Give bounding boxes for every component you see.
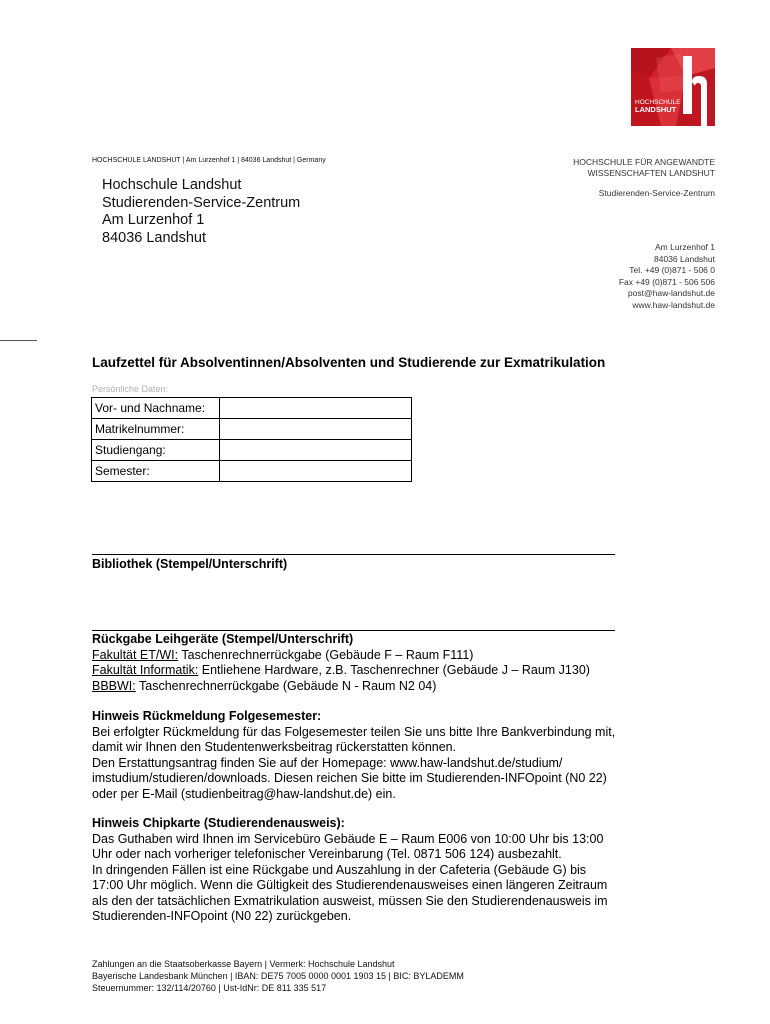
study-program-field[interactable] <box>220 440 412 461</box>
hint-card-line: Das Guthaben wird Ihnen im Servicebüro Gebäude E – Raum E006 von 10:00 Uhr bis 13:00 <box>92 831 604 846</box>
name-label: Vor- und Nachname: <box>92 398 220 419</box>
recipient-address <box>102 177 300 247</box>
footer-tax: Steuernummer: 132/114/20760 | Ust-IdNr: DE 811 335 517 <box>92 983 327 993</box>
device-item-text: Entliehene Hardware, z.B. Taschenrechner (Gebäude J – Raum J130) <box>198 663 590 677</box>
devices-signature-line[interactable] <box>92 630 615 631</box>
hint-semester-line: Bei erfolgter Rückmeldung für das Folgesemester teilen Sie uns bitte Ihre Bankverbindung mit, <box>92 724 616 739</box>
name-field[interactable] <box>220 398 412 419</box>
table-row <box>92 440 412 461</box>
document-title: Laufzettel für Absolventinnen/Absolventen und Studierende zur Exmatrikulation <box>92 355 606 370</box>
hint-semester-title: Hinweis Rückmeldung Folgesemester: <box>92 709 322 723</box>
hint-semester-line: oder per E-Mail (studienbeitrag@haw-landshut.de) ein. <box>92 786 396 801</box>
device-item-text: Taschenrechnerrückgabe (Gebäude N - Raum N2 04) <box>135 678 437 693</box>
recipient-line: Studierenden-Service-Zentrum <box>102 194 301 211</box>
department-name: Studierenden-Service-Zentrum <box>598 188 715 198</box>
hochschule-landshut-logo <box>631 48 715 126</box>
sender-line: HOCHSCHULE LANDSHUT | Am Lurzenhof 1 | 84036 Landshut | Germany <box>92 157 326 164</box>
device-item <box>92 648 590 664</box>
hint-semester-line: imstudium/studieren/downloads. Diesen reichen Sie bitte im Studierenden-INFOpoint (N0 22) <box>92 771 607 785</box>
hint-semester-line: Den Erstattungsantrag finden Sie auf der Homepage: www.haw-landshut.de/studium/ <box>92 755 563 770</box>
fold-mark <box>0 340 37 341</box>
hint-card-block <box>92 816 608 925</box>
logo-text-landshut: LANDSHUT <box>635 105 677 114</box>
matriculation-number-label: Matrikelnummer: <box>92 419 220 440</box>
contact-email[interactable]: post@haw-landshut.de <box>627 288 715 298</box>
contact-street: Am Lurzenhof 1 <box>654 242 715 252</box>
device-item <box>92 679 590 695</box>
library-signature-title: Bibliothek (Stempel/Unterschrift) <box>92 557 288 571</box>
semester-field[interactable] <box>220 461 412 482</box>
recipient-line: Am Lurzenhof 1 <box>102 212 205 228</box>
recipient-line: Hochschule Landshut <box>102 177 242 193</box>
hint-card-title: Hinweis Chipkarte (Studierendenausweis): <box>92 816 345 830</box>
device-item <box>92 663 590 679</box>
table-row <box>92 398 412 419</box>
personal-data-table <box>91 397 412 482</box>
contact-website[interactable]: www.haw-landshut.de <box>632 299 715 310</box>
matriculation-number-field[interactable] <box>220 419 412 440</box>
hint-card-line: als den der tatsächlichen Exmatrikulation ausweist, müssen Sie den Studierendenausweis im <box>92 893 608 908</box>
device-item-key: BBBWI: <box>92 678 136 693</box>
footer-bank: Bayerische Landesbank München | IBAN: DE75 7005 0000 0001 1903 15 | BIC: BYLADEMM <box>92 971 464 981</box>
study-program-label: Studiengang: <box>92 440 220 461</box>
recipient-line: 84036 Landshut <box>102 229 207 246</box>
table-row <box>92 461 412 482</box>
logo-text-hochschule: HOCHSCHULE <box>635 99 681 106</box>
hint-card-line: Uhr oder nach vorheriger telefonischer Vereinbarung (Tel. 0871 506 124) ausbezahlt. <box>92 847 562 861</box>
contact-city: 84036 Landshut <box>654 253 715 264</box>
institution-line: WISSENSCHAFTEN LANDSHUT <box>587 168 715 178</box>
hint-card-line: In dringenden Fällen ist eine Rückgabe und Auszahlung in der Cafeteria (Gebäude G) bis <box>92 862 587 877</box>
library-signature-line[interactable] <box>92 554 615 555</box>
hint-card-line: Studierenden-INFOpoint (N0 22) zurückgeben. <box>92 909 352 923</box>
device-item-key: Fakultät Informatik: <box>92 663 199 677</box>
devices-title: Rückgabe Leihgeräte (Stempel/Unterschrift) <box>92 632 354 646</box>
table-row <box>92 419 412 440</box>
hint-card-line: 17:00 Uhr möglich. Wenn die Gültigkeit des Studierendenausweises einen längeren Zeitraum <box>92 878 608 892</box>
semester-label: Semester: <box>92 461 220 482</box>
contact-block <box>619 242 715 311</box>
footer-payment: Zahlungen an die Staatsoberkasse Bayern | Vermerk: Hochschule Landshut <box>92 959 395 969</box>
institution-line: HOCHSCHULE FÜR ANGEWANDTE <box>573 157 715 167</box>
contact-fax: Fax +49 (0)871 - 506 506 <box>618 276 715 287</box>
personal-data-label: Persönliche Daten: <box>92 384 169 394</box>
devices-block <box>92 632 590 694</box>
footer <box>92 958 464 994</box>
device-item-key: Fakultät ET/WI: <box>92 647 179 662</box>
hint-semester-line: damit wir Ihnen den Studentenwerksbeitrag rückerstatten können. <box>92 740 457 754</box>
institution-name <box>573 157 715 179</box>
contact-phone: Tel. +49 (0)871 - 506 0 <box>629 265 715 275</box>
device-item-text: Taschenrechnerrückgabe (Gebäude F – Raum F111) <box>178 647 474 662</box>
hint-semester-block <box>92 709 615 802</box>
